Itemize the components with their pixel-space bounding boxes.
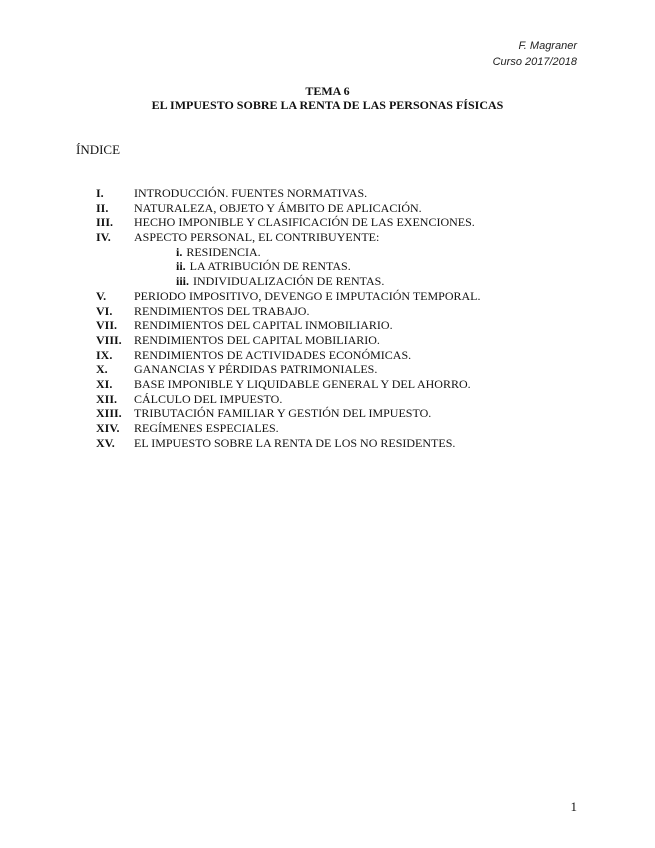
toc-item xyxy=(96,230,384,245)
toc-item-number: III. xyxy=(96,215,114,230)
toc-item-text: EL IMPUESTO SOBRE LA RENTA DE LOS NO RESIDENTES. xyxy=(134,435,456,450)
toc-item-text: RENDIMIENTOS DEL CAPITAL INMOBILIARIO. xyxy=(134,318,393,333)
toc-item-text: TRIBUTACIÓN FAMILIAR Y GESTIÓN DEL IMPUESTO. xyxy=(134,406,432,421)
toc-subitem xyxy=(96,245,384,260)
toc-item-number: XI. xyxy=(96,376,113,391)
toc-item xyxy=(96,318,393,333)
index-heading: ÍNDICE xyxy=(76,142,121,157)
toc-item-number: VI. xyxy=(96,303,113,318)
toc-item-number: IV. xyxy=(96,230,111,245)
toc-item-number: XIII. xyxy=(96,406,122,421)
title-line-1: TEMA 6 xyxy=(305,84,350,98)
toc-item-number: VIII. xyxy=(96,332,122,347)
toc-item-number: XII. xyxy=(96,391,118,406)
toc-item xyxy=(96,435,456,451)
toc-subitem xyxy=(96,259,384,274)
toc-item xyxy=(96,347,412,363)
title-line-2: EL IMPUESTO SOBRE LA RENTA DE LAS PERSONAS FÍSICAS xyxy=(151,98,504,112)
toc-item-text: RENDIMIENTOS DE ACTIVIDADES ECONÓMICAS. xyxy=(134,347,412,362)
toc-subitem-number: iii. xyxy=(176,274,190,289)
toc-item xyxy=(96,421,384,436)
toc-item xyxy=(96,406,432,421)
toc-item-number: X. xyxy=(96,362,108,377)
toc-subitem-number: i. xyxy=(176,244,183,259)
toc-item-number: IX. xyxy=(96,347,113,362)
toc-item xyxy=(96,186,384,201)
document-title xyxy=(0,84,655,112)
toc-item-text: GANANCIAS Y PÉRDIDAS PATRIMONIALES. xyxy=(134,362,378,377)
toc-item-text: PERIODO IMPOSITIVO, DEVENGO E IMPUTACIÓN TEMPORAL. xyxy=(134,288,481,303)
toc-item-number: V. xyxy=(96,288,107,303)
toc-item xyxy=(96,376,471,392)
toc-subitem xyxy=(96,274,384,289)
toc-item xyxy=(96,304,384,319)
toc-item-text: ASPECTO PERSONAL, EL CONTRIBUYENTE: xyxy=(134,230,380,245)
toc-item-number: VII. xyxy=(96,318,118,333)
toc-item-text: CÁLCULO DEL IMPUESTO. xyxy=(134,391,283,406)
toc-item-text: REGÍMENES ESPECIALES. xyxy=(134,421,279,435)
page-number: 1 xyxy=(570,799,577,814)
toc-subitem-text: RESIDENCIA. xyxy=(186,244,261,259)
toc-subitem-text: LA ATRIBUCIÓN DE RENTAS. xyxy=(189,259,351,274)
toc-item-text: INTRODUCCIÓN. FUENTES NORMATIVAS. xyxy=(134,186,368,200)
toc-item-text: BASE IMPONIBLE Y LIQUIDABLE GENERAL Y DEL AHORRO. xyxy=(134,376,471,391)
course-year: Curso 2017/2018 xyxy=(492,56,577,68)
toc-item xyxy=(96,333,384,348)
page-header xyxy=(493,38,577,70)
table-of-contents xyxy=(96,186,481,450)
toc-subitem-text: INDIVIDUALIZACIÓN DE RENTAS. xyxy=(193,274,385,289)
toc-item xyxy=(96,288,481,304)
toc-item xyxy=(96,362,384,377)
toc-item-text: NATURALEZA, OBJETO Y ÁMBITO DE APLICACIÓN. xyxy=(134,200,422,215)
toc-item-text: RENDIMIENTOS DEL CAPITAL MOBILIARIO. xyxy=(134,332,380,347)
toc-item-number: II. xyxy=(96,200,109,215)
toc-item-number: I. xyxy=(96,186,104,200)
toc-item-number: XV. xyxy=(96,435,115,450)
toc-item xyxy=(96,392,384,407)
toc-item xyxy=(96,215,475,230)
toc-item-text: HECHO IMPONIBLE Y CLASIFICACIÓN DE LAS EXENCIONES. xyxy=(134,215,475,230)
toc-item-number: XIV. xyxy=(96,421,120,435)
toc-item-text: RENDIMIENTOS DEL TRABAJO. xyxy=(134,303,310,318)
toc-subitem-number: ii. xyxy=(176,259,186,274)
toc-item xyxy=(96,200,422,216)
author-name: F. Magraner xyxy=(518,40,577,52)
